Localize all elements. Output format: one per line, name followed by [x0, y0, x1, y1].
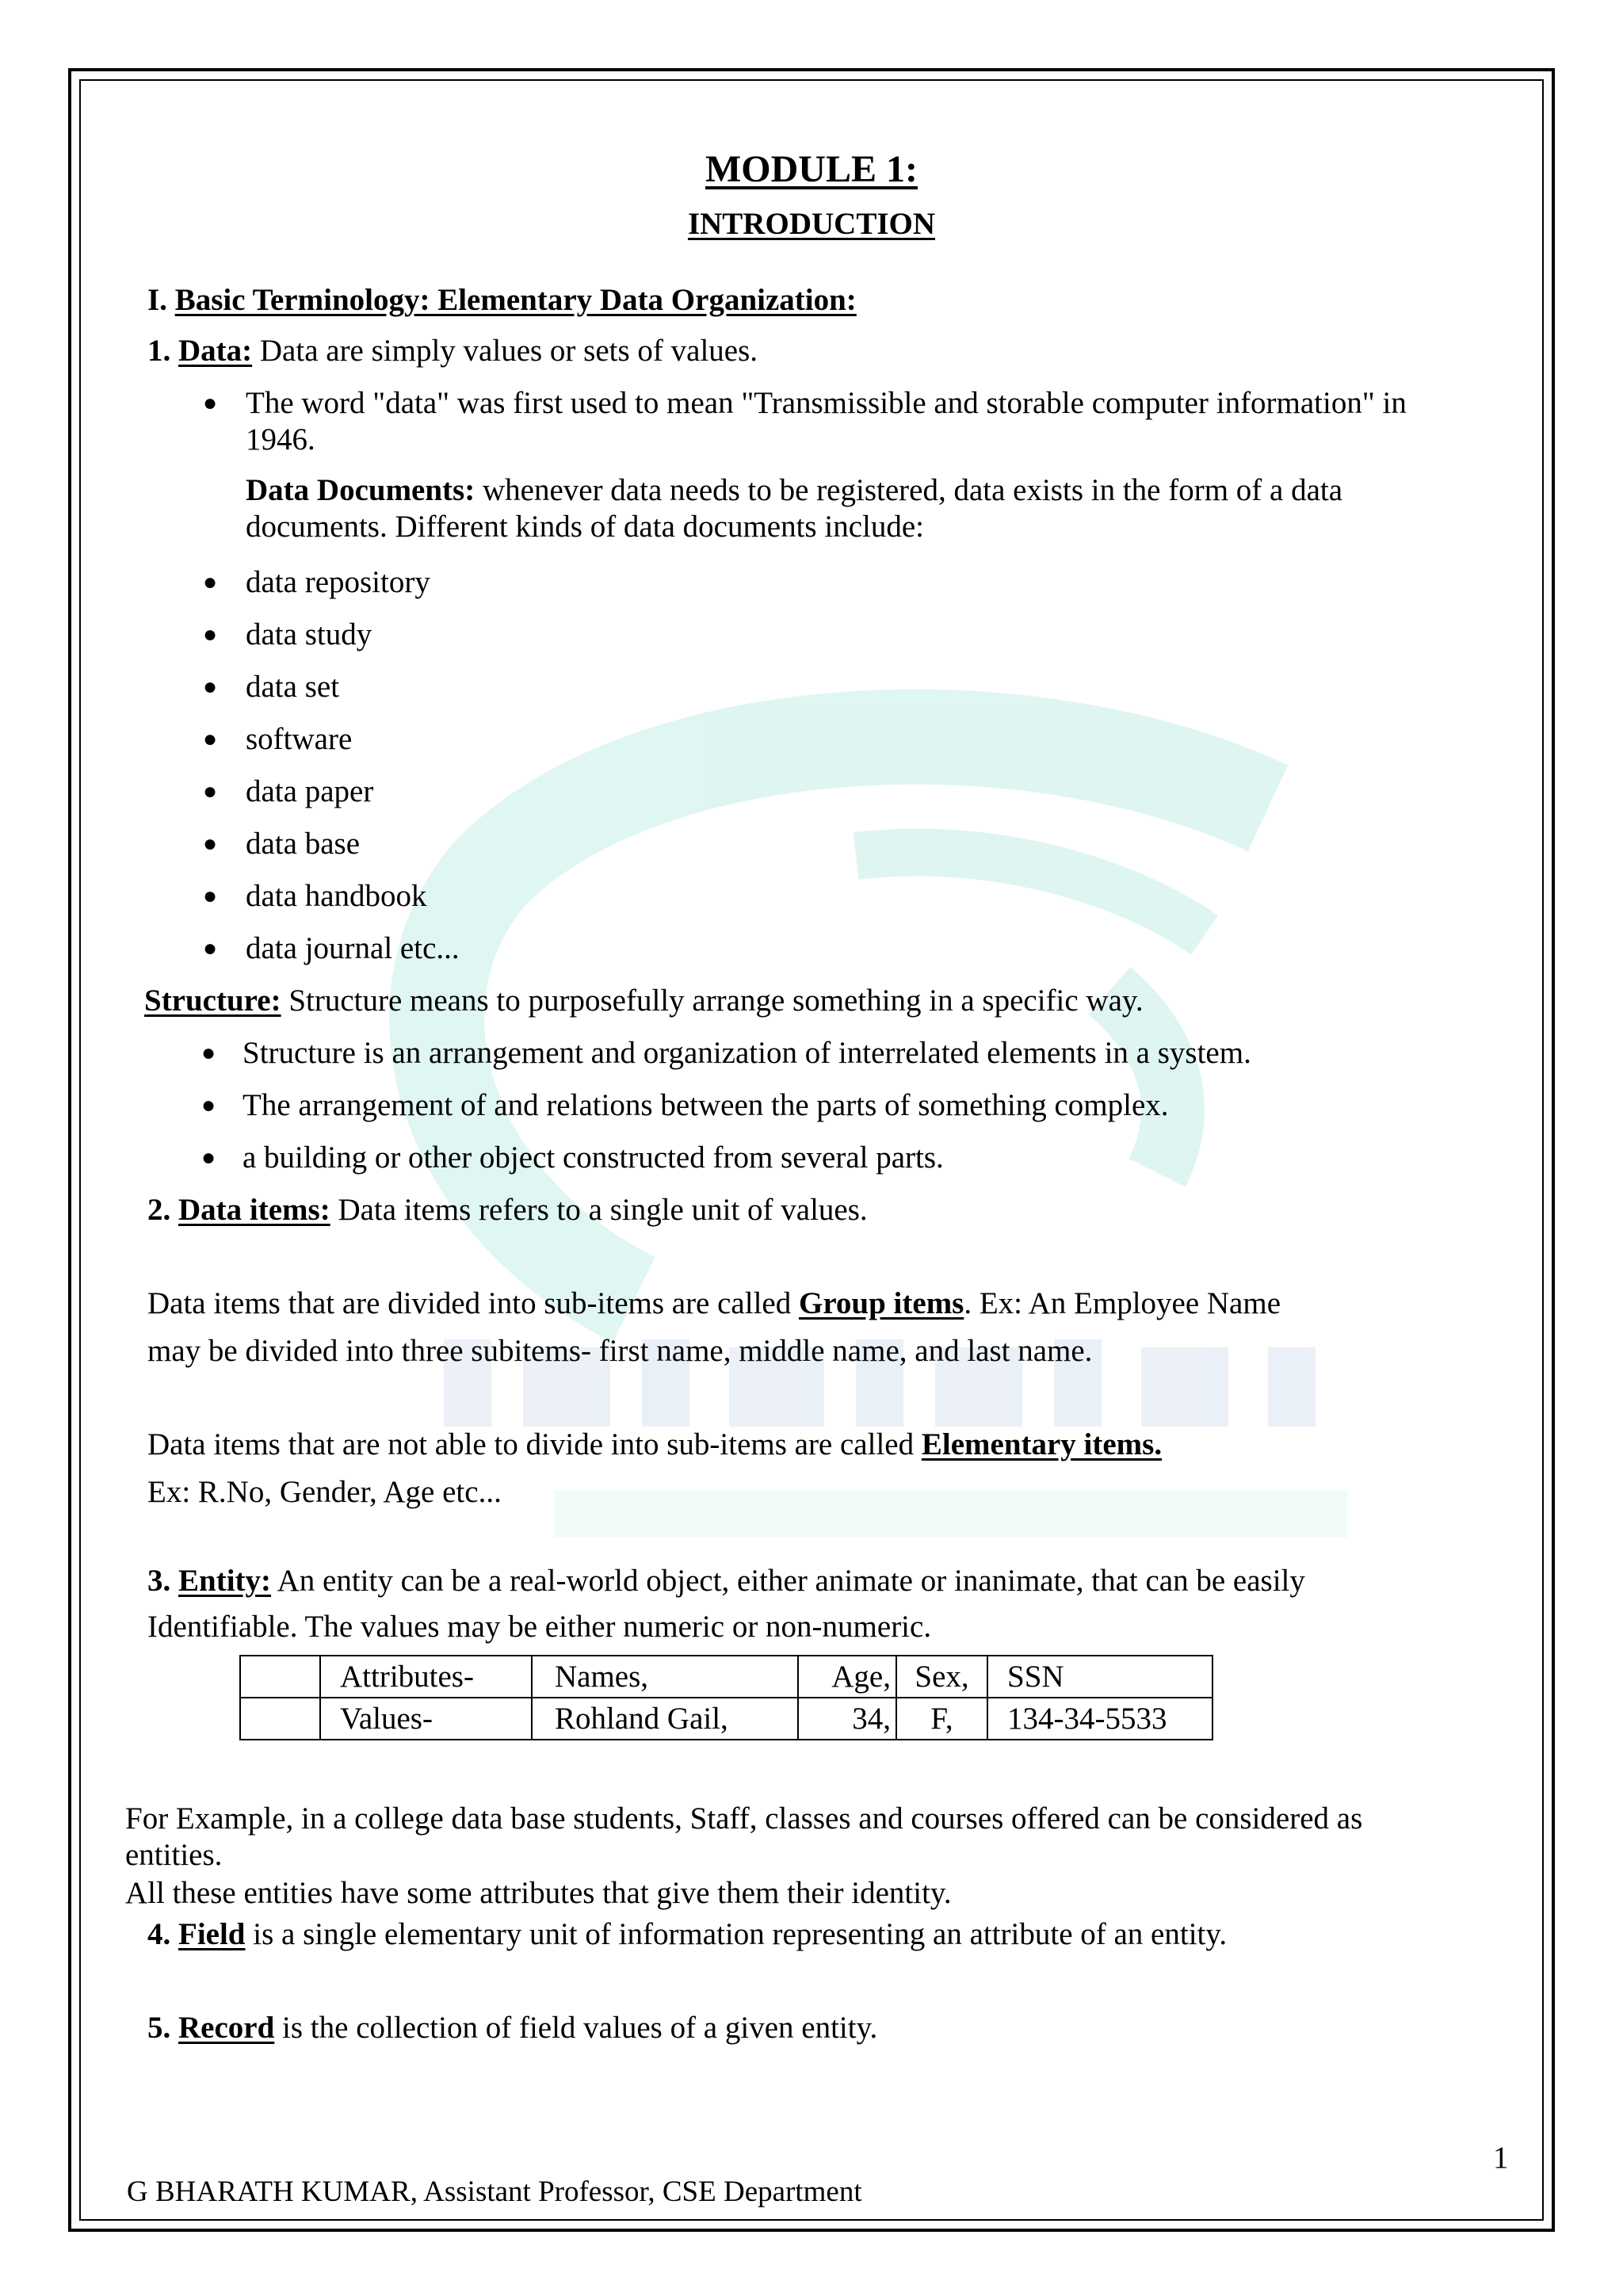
entity-table	[239, 1655, 1213, 1740]
table-cell	[240, 1698, 320, 1740]
bullet-dot: ●	[201, 1144, 216, 1171]
module-title: MODULE 1:	[705, 148, 918, 190]
data-history-line1: The word "data" was first used to mean "Transmissible and storable computer information" in	[246, 386, 1407, 420]
section-title: INTRODUCTION	[687, 207, 936, 241]
entity-line2: Identifiable. The values may be either numeric or non-numeric.	[147, 1610, 932, 1644]
field-definition: 4. Field is a single elementary unit of information representing an attribute of an entity.	[147, 1917, 1228, 1951]
group-items-line2: may be divided into three subitems- first name, middle name, and last name.	[147, 1334, 1093, 1368]
bullet-dot: ●	[203, 831, 218, 857]
document-kind-item: data journal etc...	[246, 931, 460, 965]
data-history-line2: 1946.	[246, 422, 315, 457]
table-cell: SSN	[987, 1656, 1212, 1698]
entity-example-line1: For Example, in a college data base students, Staff, classes and courses offered can be considered as	[125, 1801, 1363, 1836]
data-definition: 1. Data: Data are simply values or sets of values.	[147, 334, 758, 368]
structure-bullet: Structure is an arrangement and organization of interrelated elements in a system.	[242, 1036, 1251, 1070]
table-cell: Age,	[798, 1656, 896, 1698]
bullet-dot: ●	[201, 1092, 216, 1118]
table-row	[240, 1698, 1212, 1740]
table-cell: 34,	[798, 1698, 896, 1740]
bullet-dot: ●	[203, 726, 218, 752]
elementary-items-line1: Data items that are not able to divide into sub-items are called Elementary items.	[147, 1427, 1163, 1461]
document-kind-item: data handbook	[246, 879, 427, 913]
structure-bullet: The arrangement of and relations between the parts of something complex.	[242, 1088, 1169, 1122]
table-cell: Names,	[532, 1656, 798, 1698]
bullet-dot: ●	[203, 778, 218, 804]
basic-terminology-heading: I. Basic Terminology: Elementary Data Organization:	[147, 283, 857, 317]
table-cell: F,	[896, 1698, 987, 1740]
structure-bullet: a building or other object constructed from several parts.	[242, 1140, 944, 1175]
table-cell: Rohland Gail,	[532, 1698, 798, 1740]
bullet-dot: ●	[203, 935, 218, 961]
bullet-dot: ●	[203, 569, 218, 595]
bullet-dot: ●	[203, 674, 218, 700]
data-documents-line2: documents. Different kinds of data documents include:	[246, 510, 924, 544]
table-cell: Values-	[320, 1698, 532, 1740]
record-definition: 5. Record is the collection of field values of a given entity.	[147, 2011, 878, 2045]
page-number: 1	[1493, 2141, 1509, 2175]
entity-example-line3: All these entities have some attributes that give them their identity.	[125, 1876, 952, 1910]
document-kind-item: data paper	[246, 774, 374, 808]
elementary-items-line2: Ex: R.No, Gender, Age etc...	[147, 1475, 502, 1509]
bullet-dot: ●	[203, 621, 218, 648]
data-items-definition: 2. Data items: Data items refers to a single unit of values.	[147, 1193, 868, 1227]
table-cell: Attributes-	[320, 1656, 532, 1698]
document-kind-item: data set	[246, 670, 340, 704]
document-kind-item: data base	[246, 827, 361, 861]
entity-definition: 3. Entity: An entity can be a real-world object, either animate or inanimate, that can be easily	[147, 1564, 1305, 1598]
document-kind-item: data repository	[246, 565, 430, 599]
table-row	[240, 1656, 1212, 1698]
table-cell: 134-34-5533	[987, 1698, 1212, 1740]
group-items-line1: Data items that are divided into sub-items are called Group items. Ex: An Employee Name	[147, 1286, 1281, 1320]
footer-author: G BHARATH KUMAR, Assistant Professor, CSE Department	[127, 2176, 862, 2208]
table-cell: Sex,	[896, 1656, 987, 1698]
bullet-dot: ●	[203, 390, 218, 416]
structure-definition: Structure: Structure means to purposefully arrange something in a specific way.	[144, 984, 1144, 1018]
bullet-dot: ●	[203, 883, 218, 909]
bullet-dot: ●	[201, 1040, 216, 1066]
table-cell	[240, 1656, 320, 1698]
data-documents-line1: Data Documents: whenever data needs to be registered, data exists in the form of a data	[246, 473, 1343, 507]
entity-example-line2: entities.	[125, 1838, 223, 1872]
document-kind-item: software	[246, 722, 353, 756]
document-kind-item: data study	[246, 617, 372, 651]
